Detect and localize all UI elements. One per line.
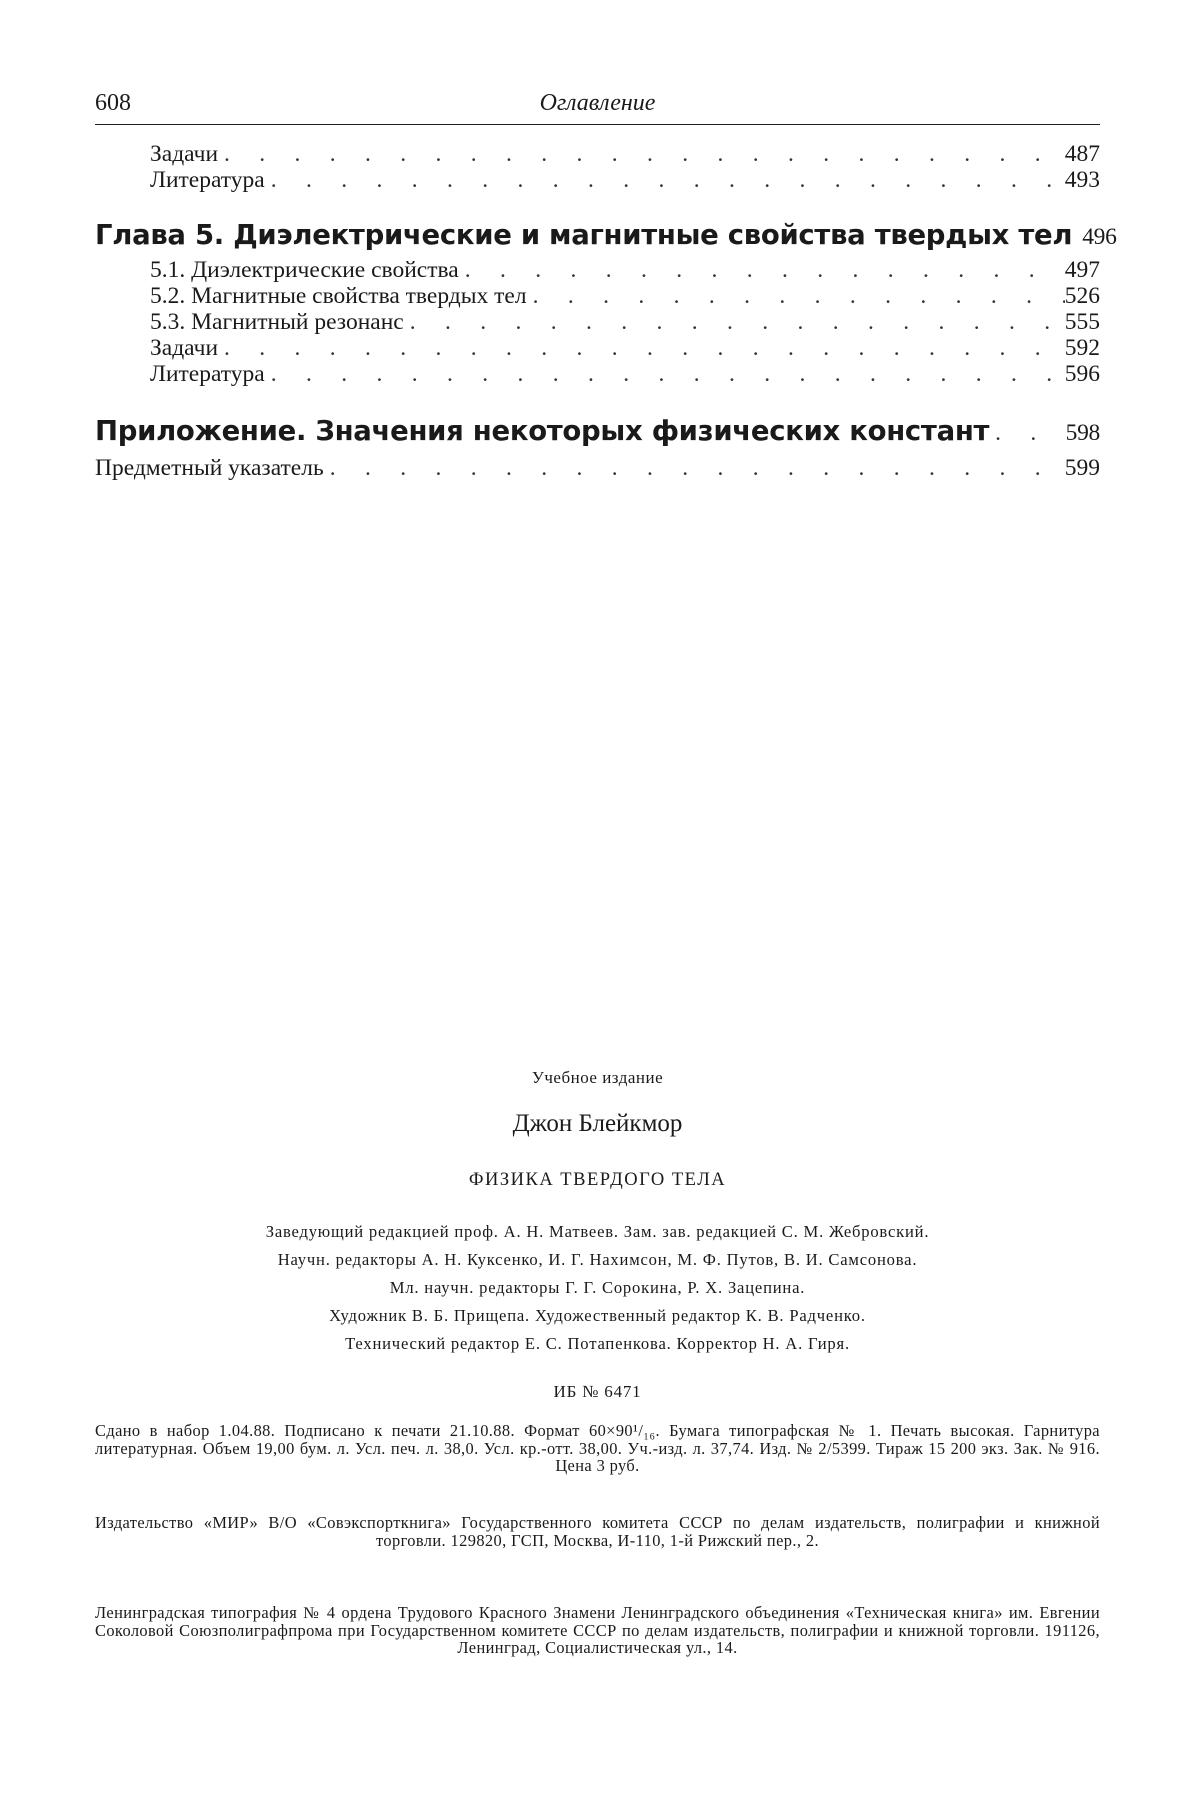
toc-entry-problems-ch5: Задачи . . . 592 <box>95 335 1100 361</box>
staff-line: Технический редактор Е. С. Потапенкова. Корректор Н. А. Гиря. <box>345 1334 850 1353</box>
toc-entry-literature-ch5: Литература . . . 596 <box>95 361 1100 387</box>
staff-line: Научн. редакторы А. Н. Куксенко, И. Г. Нахимсон, М. Ф. Путов, В. И. Самсонова. <box>277 1250 918 1269</box>
toc-appendix: Приложение. Значения некоторых физических констант . . . 598 <box>95 415 1100 449</box>
ib-number: ИБ № 6471 <box>553 1382 642 1401</box>
running-title: Оглавление <box>539 90 656 116</box>
toc-chapter-5: Глава 5. Диэлектрические и магнитные свойства твердых тел 496 <box>95 219 1117 251</box>
toc-entry-problems-ch4: Задачи . . . 487 <box>95 141 1100 167</box>
print-info: Сдано в набор 1.04.88. Подписано к печати 21.10.88. Формат 60×90¹/₁₆. Бумага типографская № 1. Печать высокая. Гарнитура литературная. Объем 19,00 бум. л. Усл. печ. л. 38,0. Усл. кр.-отт. 38,00. Уч.-изд. л. 37,74. Изд. № 2/5399. Тираж 15 200 экз. Зак. № 916. Цена 3 руб. <box>95 1421 1100 1475</box>
staff-line: Заведующий редакцией проф. А. Н. Матвеев. Зам. зав. редакцией С. М. Жебровский. <box>265 1222 930 1241</box>
toc-page <box>95 80 1117 481</box>
page-number: 608 <box>95 90 131 116</box>
book-author: Джон Блейкмор <box>512 1110 683 1137</box>
book-title: ФИЗИКА ТВЕРДОГО ТЕЛА <box>468 1170 727 1190</box>
toc-entry-5-2: 5.2. Магнитные свойства твердых тел . . . 526 <box>95 283 1100 309</box>
toc-entry-5-1: 5.1. Диэлектрические свойства . . . 497 <box>95 257 1100 283</box>
toc-index: Предметный указатель . . . 599 <box>95 455 1100 481</box>
toc-list <box>95 141 1117 481</box>
edition-kind: Учебное издание <box>531 1068 664 1087</box>
page-header <box>95 80 1100 125</box>
staff-line: Художник В. Б. Прищепа. Художественный редактор К. В. Радченко. <box>329 1306 866 1325</box>
publisher-info: Издательство «МИР» В/О «Совэкспорткнига» Государственного комитета СССР по делам издательств, полиграфии и книжной торговли. 129820, ГСП, Москва, И-110, 1-й Рижский пер., 2. <box>95 1513 1100 1550</box>
printer-info: Ленинградская типография № 4 ордена Трудового Красного Знамени Ленинградского объединения «Техническая книга» им. Евгении Соколовой Союзполиграфпрома при Государственном комитете СССР по делам издательств, полиграфии и книжной торговли. 191126, Ленинград, Социалистическая ул., 14. <box>95 1603 1100 1657</box>
editorial-staff <box>95 1218 1100 1358</box>
toc-entry-literature-ch4: Литература . . . 493 <box>95 167 1100 193</box>
toc-entry-5-3: 5.3. Магнитный резонанс . . . 555 <box>95 309 1100 335</box>
staff-line: Мл. научн. редакторы Г. Г. Сорокина, Р. Х. Зацепина. <box>389 1278 806 1297</box>
